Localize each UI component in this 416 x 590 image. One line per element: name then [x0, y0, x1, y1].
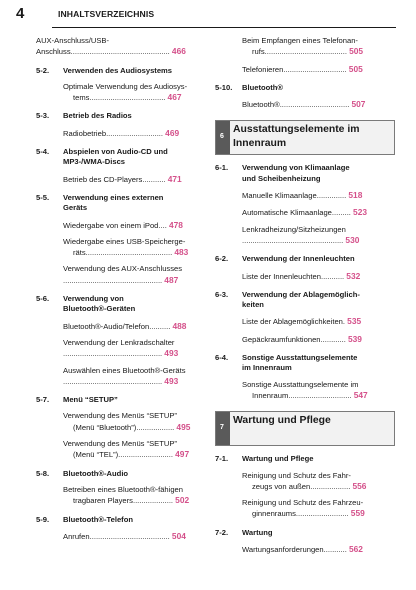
toc-section[interactable] — [36, 193, 207, 214]
toc-entry[interactable] — [215, 380, 395, 402]
page-title: INHALTSVERZEICHNIS — [58, 9, 155, 19]
section-number: 5-6. — [36, 294, 50, 304]
leader-dots: ................................. — [279, 100, 350, 110]
section-title-line2: keiten — [242, 300, 264, 310]
leader-dots: .................. — [136, 422, 175, 432]
toc-column-right — [215, 30, 395, 555]
toc-section[interactable] — [36, 395, 207, 405]
page-ref[interactable]: 507 — [351, 99, 366, 110]
page-ref[interactable]: 523 — [353, 207, 368, 218]
section-title: Verwendung von Klimaanlage — [242, 163, 350, 173]
leader-dots: ......... — [331, 208, 351, 218]
chapter-title-line2: Innenraum — [233, 138, 287, 150]
toc-entry[interactable] — [215, 271, 395, 282]
section-title-line2: MP3-/WMA-Discs — [63, 157, 126, 167]
toc-entry[interactable] — [36, 439, 207, 461]
section-title: Bluetooth®-Telefon — [63, 514, 133, 524]
entry-title: Telefonieren — [242, 64, 284, 74]
toc-entry[interactable] — [36, 485, 207, 507]
page-number: 4 — [16, 5, 25, 22]
leader-dots: .......................... — [118, 450, 174, 460]
entry-title: Reinigung und Schutz des Fahr- — [242, 470, 351, 480]
entry-title-line2: räts — [73, 248, 86, 258]
entry-title: Sonstige Ausstattungselemente im — [242, 379, 359, 389]
section-title: Verwendung von — [63, 294, 124, 304]
section-title-line2: und Scheibenheizung — [242, 173, 321, 183]
entry-title-line2: (Menü “TEL”) — [73, 450, 119, 460]
toc-entry[interactable] — [36, 338, 207, 360]
entry-title: Optimale Verwendung des Audiosys- — [63, 81, 188, 91]
entry-title: Liste der Innenleuchten — [242, 271, 321, 281]
toc-section[interactable] — [215, 290, 395, 311]
toc-entry[interactable] — [36, 82, 207, 104]
page-ref[interactable]: 562 — [348, 544, 363, 555]
leader-dots: ......................... — [295, 509, 349, 519]
leader-dots: ............................................... — [63, 376, 163, 386]
page-ref[interactable]: 471 — [167, 173, 182, 184]
page-ref[interactable]: 532 — [346, 270, 361, 281]
entry-indent — [242, 391, 252, 400]
entry-title-line2: zeugs von außen — [252, 481, 311, 491]
chapter-heading[interactable] — [215, 411, 395, 446]
entry-indent — [63, 423, 73, 432]
chapter-title — [233, 123, 359, 151]
toc-section[interactable] — [36, 515, 207, 525]
toc-entry[interactable] — [215, 190, 395, 201]
section-number: 5-2. — [36, 65, 50, 75]
section-title: Abspielen von Audio-CD und — [63, 147, 168, 157]
page-ref[interactable]: 504 — [171, 530, 186, 541]
toc-section[interactable] — [36, 469, 207, 479]
section-number: 5-9. — [36, 514, 50, 524]
page-ref[interactable]: 495 — [176, 421, 191, 432]
section-title: Bluetooth®-Audio — [63, 468, 129, 478]
section-title: Verwenden des Audiosystems — [63, 65, 173, 75]
page-ref[interactable]: 539 — [347, 333, 362, 344]
toc-entry[interactable] — [36, 321, 207, 332]
section-number: 6-1. — [215, 163, 229, 173]
entry-title: Wiedergabe eines USB-Speicherge- — [63, 236, 186, 246]
section-number: 6-4. — [215, 353, 229, 363]
toc-entry[interactable] — [36, 237, 207, 259]
toc-entry[interactable] — [215, 334, 395, 345]
toc-section[interactable] — [215, 454, 395, 464]
entry-title-line2: tems — [73, 93, 90, 103]
entry-title: AUX-Anschluss/USB-Anschluss — [36, 36, 110, 57]
leader-dots: ................... — [132, 496, 174, 506]
entry-indent — [63, 496, 73, 505]
toc-entry[interactable] — [36, 366, 207, 388]
entry-title: Anrufen — [63, 531, 90, 541]
toc-entry[interactable] — [36, 531, 207, 542]
entry-indent — [242, 482, 252, 491]
leader-dots: ........... — [323, 545, 347, 555]
toc-section[interactable] — [36, 66, 207, 76]
section-title-line2: Bluetooth®-Geräten — [63, 304, 136, 314]
entry-title: Bluetooth® — [242, 100, 280, 110]
entry-indent — [63, 93, 73, 102]
entry-title: Bluetooth®-Audio/Telefon — [63, 321, 150, 331]
toc-section[interactable] — [215, 528, 395, 538]
page-ref[interactable]: 502 — [175, 495, 190, 506]
entry-title: Lenkradheizung/Sitzheizungen — [242, 224, 346, 234]
toc-column-left — [36, 30, 207, 542]
leader-dots: .............................. — [288, 390, 352, 400]
leader-dots: ............................................... — [63, 349, 163, 359]
section-number: 5-8. — [36, 468, 50, 478]
leader-dots: .............................. — [283, 64, 347, 74]
toc-entry[interactable] — [36, 128, 207, 139]
page-ref[interactable]: 497 — [175, 449, 190, 460]
chapter-number: 6 — [220, 133, 224, 141]
leader-dots: ........... — [142, 174, 166, 184]
toc-entry[interactable] — [215, 544, 395, 555]
section-number: 6-2. — [215, 254, 229, 264]
entry-title: Automatische Klimaanlage — [242, 208, 332, 218]
toc-entry[interactable] — [215, 99, 395, 110]
section-title: Verwendung eines externen — [63, 192, 164, 202]
leader-dots: ........... — [320, 271, 345, 281]
page-ref[interactable]: 518 — [348, 190, 363, 201]
toc-section[interactable] — [215, 353, 395, 374]
section-number: 5-4. — [36, 147, 50, 157]
entry-title: Verwendung des AUX-Anschlusses — [63, 264, 183, 274]
section-title: Verwendung der Innenleuchten — [242, 254, 355, 264]
toc-entry[interactable] — [215, 225, 395, 247]
leader-dots: ................... — [310, 481, 351, 491]
entry-title-line2: (Menü “Bluetooth”) — [73, 422, 137, 432]
toc-entry[interactable] — [215, 316, 395, 327]
entry-indent — [63, 450, 73, 459]
section-number: 5-7. — [36, 395, 50, 405]
page-ref[interactable]: 493 — [164, 375, 179, 386]
entry-title-line2: ginnenraums — [252, 509, 296, 519]
section-title-line2: im Innenraum — [242, 363, 292, 373]
page-ref[interactable]: 556 — [352, 480, 367, 491]
leader-dots: ............................................... — [63, 275, 163, 285]
entry-title: Wartungsanforderungen — [242, 545, 324, 555]
leader-dots: ........................... — [106, 128, 164, 138]
entry-title: Gepäckraumfunktionen — [242, 334, 321, 344]
entry-title-line2: tragbaren Players — [73, 496, 133, 506]
page-ref[interactable]: 530 — [345, 234, 360, 245]
toc-entry[interactable] — [36, 36, 207, 58]
section-number: 5-10. — [215, 82, 233, 92]
section-number: 7-2. — [215, 527, 229, 537]
entry-title: Wiedergabe von einem iPod — [63, 220, 159, 230]
chapter-title — [233, 414, 331, 428]
chapter-title-line1: Ausstattungselemente im — [233, 124, 360, 136]
section-title: Wartung — [242, 527, 273, 537]
leader-dots: . — [342, 317, 346, 327]
page-ref[interactable]: 487 — [164, 274, 179, 285]
toc-entry[interactable] — [215, 207, 395, 218]
leader-dots: ....................................... — [264, 47, 347, 57]
leader-dots: ...................................... — [89, 531, 170, 541]
leader-dots: .................................... — [89, 93, 166, 103]
entry-title-line2: Innenraum — [252, 390, 289, 400]
toc-entry[interactable] — [215, 64, 395, 75]
chapter-tab — [216, 121, 230, 154]
page-ref[interactable]: 559 — [350, 508, 365, 519]
entry-title: Liste der Ablagemöglichkeiten — [242, 317, 343, 327]
section-title: Bluetooth® — [242, 82, 284, 92]
toc-entry[interactable] — [36, 174, 207, 185]
chapter-title-line1: Wartung und Pflege — [233, 415, 331, 427]
page-ref[interactable]: 478 — [168, 219, 183, 230]
toc-entry[interactable] — [36, 220, 207, 231]
page-ref[interactable]: 493 — [164, 348, 179, 359]
entry-title: Reinigung und Schutz des Fahrzeu- — [242, 498, 364, 508]
entry-indent — [63, 248, 73, 257]
chapter-heading[interactable] — [215, 120, 395, 155]
toc-entry[interactable] — [36, 264, 207, 286]
page-ref[interactable]: 467 — [167, 92, 182, 103]
leader-dots: .............. — [316, 191, 347, 201]
section-title: Betrieb des Radios — [63, 111, 132, 121]
section-number: 5-5. — [36, 192, 50, 202]
section-number: 7-1. — [215, 454, 229, 464]
page-ref[interactable]: 466 — [171, 46, 186, 57]
page-ref[interactable]: 547 — [353, 389, 368, 400]
section-title: Wartung und Pflege — [242, 454, 314, 464]
entry-title: Beim Empfangen eines Telefonan- — [242, 36, 358, 45]
leader-dots: .......... — [149, 321, 171, 331]
toc-entry[interactable] — [215, 471, 395, 493]
entry-title: Betreiben eines Bluetooth®-fähigen — [63, 484, 184, 494]
entry-title-line2: rufs — [252, 47, 265, 57]
toc-entry[interactable] — [36, 411, 207, 433]
leader-dots: ......................................... — [85, 248, 173, 258]
toc-section[interactable] — [215, 254, 395, 264]
section-number: 6-3. — [215, 289, 229, 299]
toc-entry[interactable] — [215, 36, 395, 58]
entry-title: Radiobetrieb — [63, 128, 107, 138]
toc-section[interactable] — [215, 163, 395, 184]
entry-indent — [242, 47, 252, 56]
toc-section[interactable] — [36, 147, 207, 168]
entry-title: Betrieb des CD-Players — [63, 174, 143, 184]
header-rule — [52, 27, 396, 28]
section-title: Sonstige Ausstattungselemente — [242, 353, 358, 363]
leader-dots: ............................................... — [70, 47, 170, 57]
toc-section[interactable] — [215, 83, 395, 93]
toc-section[interactable] — [36, 294, 207, 315]
section-title: Verwendung der Ablagemöglich- — [242, 289, 360, 299]
entry-title: Manuelle Klimaanlage — [242, 191, 317, 201]
page-ref[interactable]: 535 — [347, 316, 362, 327]
page-ref[interactable]: 505 — [348, 63, 363, 74]
page-ref[interactable]: 488 — [172, 320, 187, 331]
leader-dots: ................................................ — [242, 235, 344, 245]
entry-title: Verwendung der Lenkradschalter — [63, 337, 175, 347]
entry-title: Verwendung des Menüs “SETUP” — [63, 411, 177, 421]
entry-indent — [242, 509, 252, 518]
entry-title: Auswählen eines Bluetooth®-Geräts — [63, 365, 186, 375]
section-title-line2: Geräts — [63, 203, 88, 213]
toc-entry[interactable] — [215, 498, 395, 520]
section-title: Menü “SETUP” — [63, 395, 118, 405]
chapter-tab — [216, 412, 230, 445]
section-number: 5-3. — [36, 111, 50, 121]
page-ref[interactable]: 505 — [349, 46, 364, 57]
leader-dots: .... — [158, 220, 167, 230]
leader-dots: ............ — [320, 334, 346, 344]
chapter-number: 7 — [220, 424, 224, 432]
entry-title: Verwendung des Menüs “SETUP” — [63, 439, 177, 449]
page-ref[interactable]: 483 — [174, 247, 189, 258]
page-ref[interactable]: 469 — [165, 127, 180, 138]
toc-section[interactable] — [36, 111, 207, 121]
